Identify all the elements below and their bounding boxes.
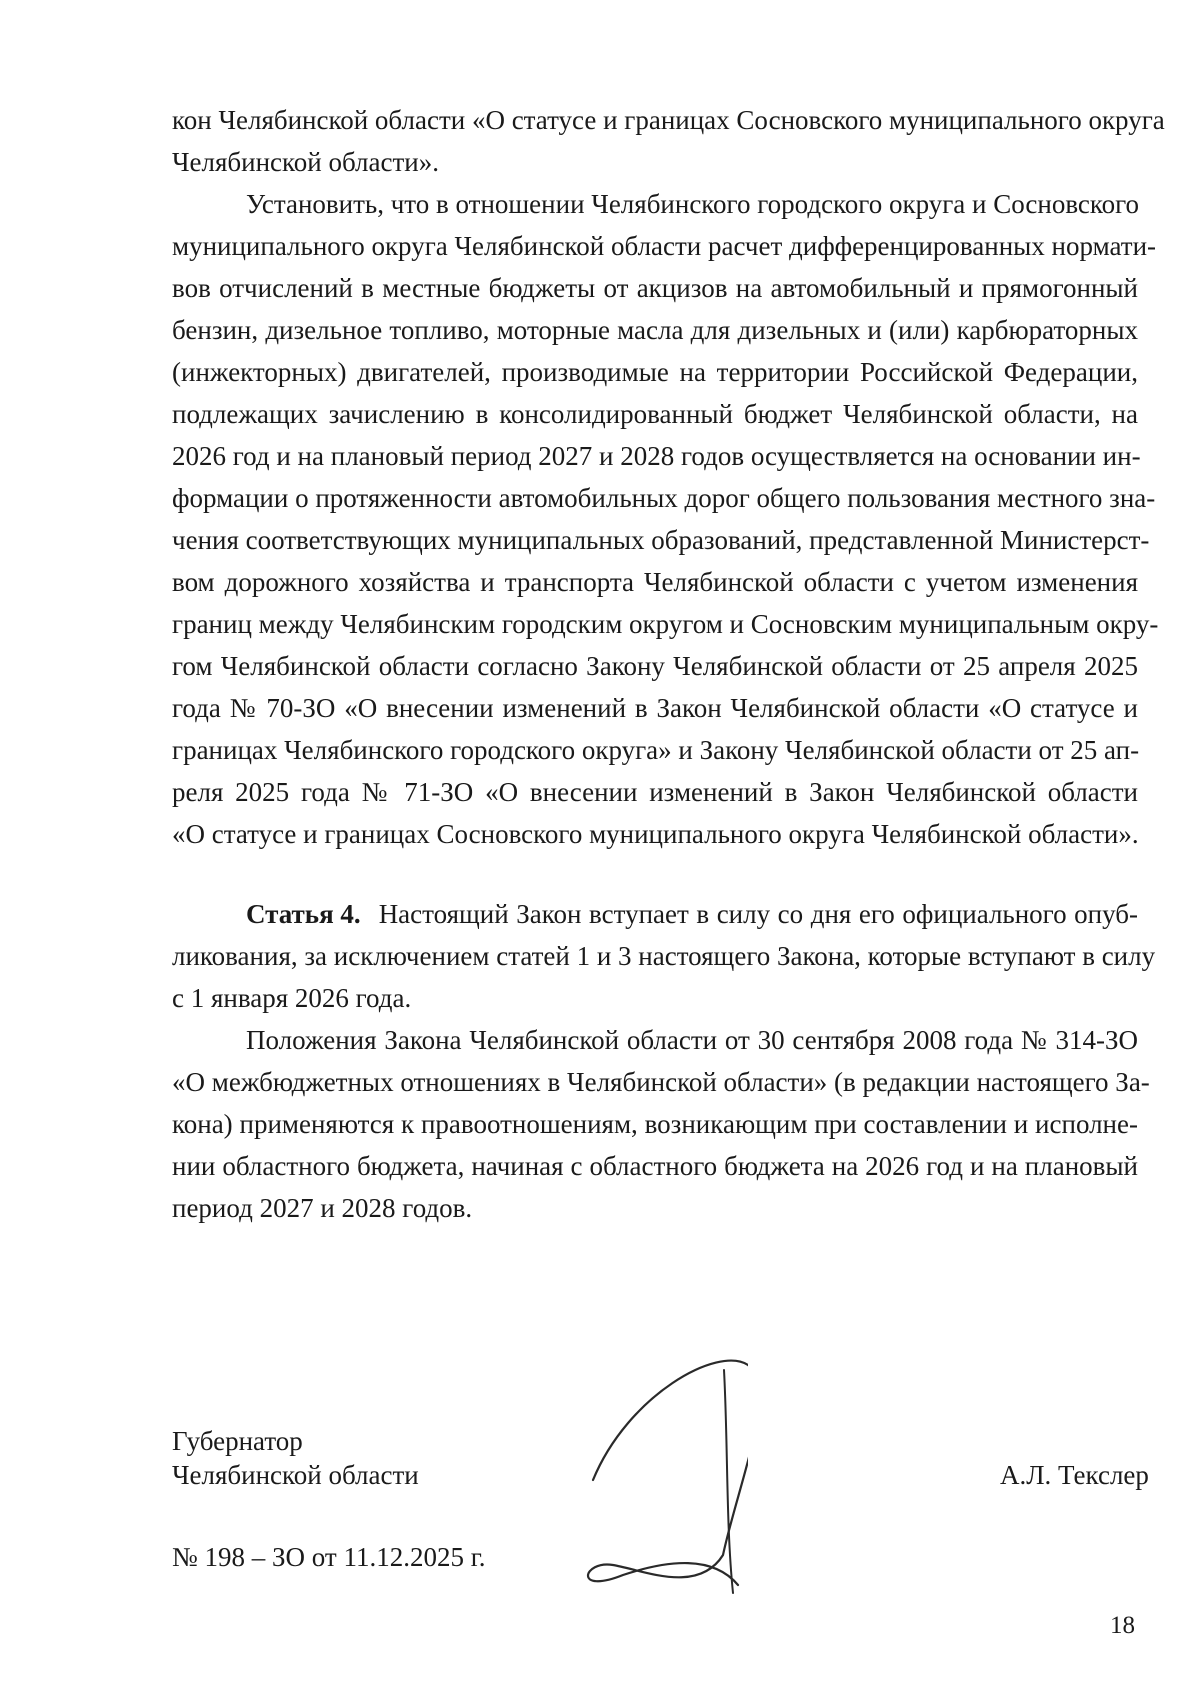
article-4-first-line: [246, 892, 1138, 937]
text-line: границ между Челябинским городским округом и Сосновским муниципальным окру-: [172, 609, 1159, 639]
handwritten-signature: [548, 1345, 748, 1600]
text-line: года № 70-ЗО «О внесении изменений в Закон Челябинской области «О статусе и: [172, 693, 1138, 723]
text-line: вов отчислений в местные бюджеты от акцизов на автомобильный и прямогонный: [172, 273, 1138, 303]
signatory-title-line1: Губернатор: [172, 1426, 303, 1456]
signatory-name: А.Л. Текслер: [1000, 1460, 1149, 1490]
text-line: формации о протяженности автомобильных дорог общего пользования местного зна-: [172, 483, 1156, 513]
text-line: гом Челябинской области согласно Закону Челябинской области от 25 апреля 2025: [172, 651, 1138, 681]
text-line: кон Челябинской области «О статусе и границах Сосновского муниципального округа: [172, 105, 1165, 135]
text-line: нии областного бюджета, начиная с областного бюджета на 2026 год и на плановый: [172, 1151, 1138, 1181]
signatory-title-line2: Челябинской области: [172, 1460, 419, 1490]
text-line: с 1 января 2026 года.: [172, 983, 412, 1013]
text-line: 2026 год и на плановый период 2027 и 2028 годов осуществляется на основании ин-: [172, 441, 1141, 471]
text-line: границах Челябинского городского округа» и Закону Челябинской области от 25 ап-: [172, 735, 1140, 765]
text-line: бензин, дизельное топливо, моторные масла для дизельных и (или) карбюраторных: [172, 315, 1138, 345]
text-line: подлежащих зачислению в консолидированный бюджет Челябинской области, на: [172, 399, 1138, 429]
text-line: период 2027 и 2028 годов.: [172, 1193, 473, 1223]
text-line: вом дорожного хозяйства и транспорта Челябинской области с учетом изменения: [172, 567, 1138, 597]
text-line: ликования, за исключением статей 1 и 3 настоящего Закона, которые вступают в силу: [172, 941, 1156, 971]
law-number: № 198 – ЗО от 11.12.2025 г.: [172, 1542, 486, 1572]
text-line: Установить, что в отношении Челябинского городского округа и Сосновского: [246, 189, 1140, 219]
text-line: кона) применяются к правоотношениям, возникающим при составлении и исполне-: [172, 1109, 1138, 1139]
text-line: Настоящий Закон вступает в силу со дня его официального опуб-: [378, 899, 1138, 929]
text-line: Челябинской области».: [172, 147, 439, 177]
text-line: «О статусе и границах Сосновского муниципального округа Челябинской области».: [172, 819, 1139, 849]
text-line: чения соответствующих муниципальных образований, представленной Министерст-: [172, 525, 1150, 555]
page-number: 18: [1110, 1612, 1135, 1639]
article-heading: Статья 4.: [246, 899, 361, 929]
text-line: Положения Закона Челябинской области от 30 сентября 2008 года № 314-ЗО: [246, 1025, 1138, 1055]
text-line: реля 2025 года № 71-ЗО «О внесении изменений в Закон Челябинской области: [172, 777, 1138, 807]
text-line: «О межбюджетных отношениях в Челябинской области» (в редакции настоящего За-: [172, 1067, 1150, 1097]
text-line: муниципального округа Челябинской области расчет дифференцированных нормати-: [172, 231, 1157, 261]
text-line: (инжекторных) двигателей, производимые на территории Российской Федерации,: [172, 357, 1138, 387]
